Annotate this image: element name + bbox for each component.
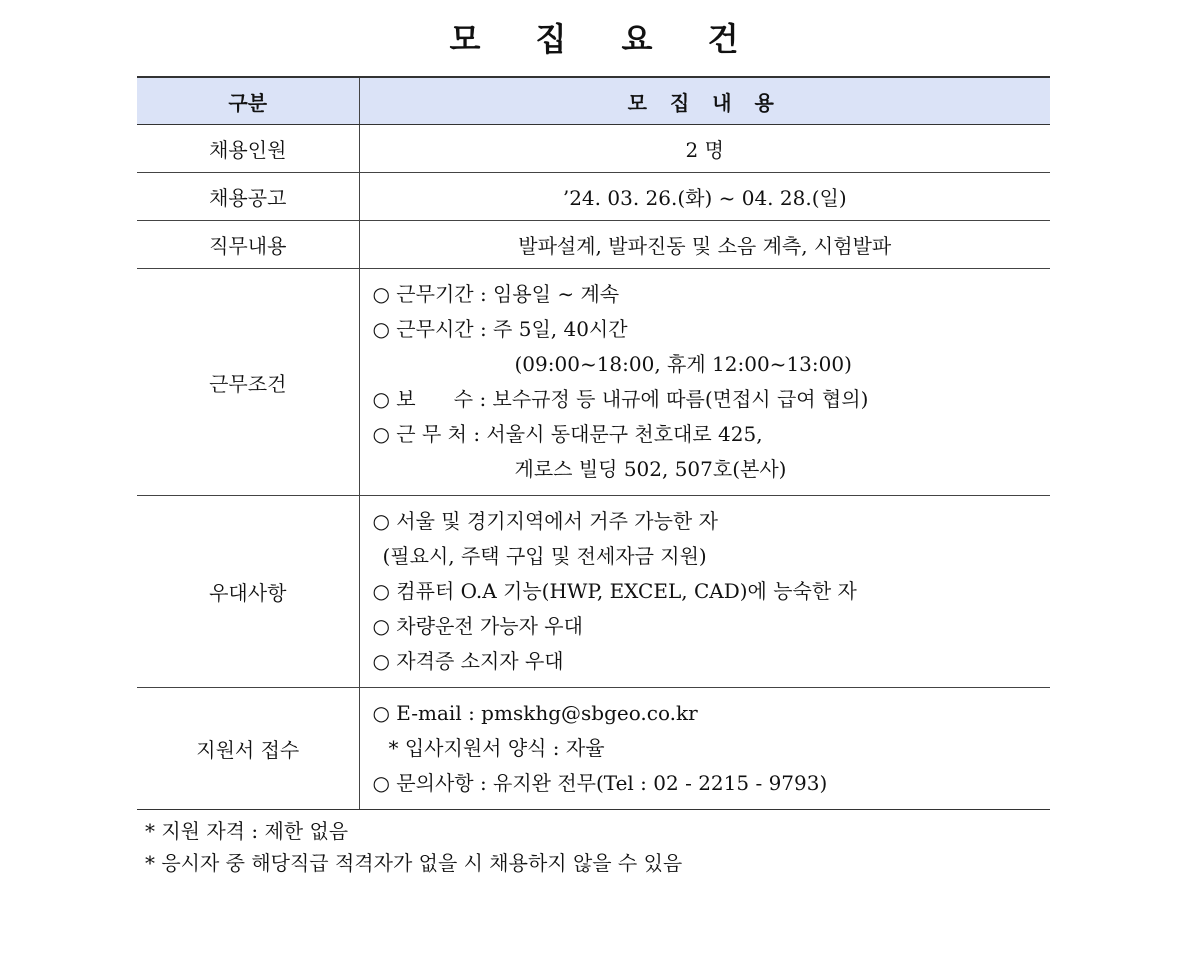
footnote: * 지원 자격 : 제한 없음 [145,819,349,843]
footnotes [145,815,682,879]
row-value-duties: 발파설계, 발파진동 및 소음 계측, 시험발파 [359,221,1050,269]
row-label-preferences: 우대사항 [137,496,359,688]
header-content: 모 집 내 용 [359,77,1050,125]
table-row [137,269,1050,496]
preference-line: (필요시, 주택 구입 및 전세자금 지원) [382,544,707,568]
condition-line: 게로스 빌딩 502, 507호(본사) [514,457,787,481]
preference-line: ○ 서울 및 경기지역에서 거주 가능한 자 [372,509,718,533]
row-label-application: 지원서 접수 [137,688,359,810]
preference-line: ○ 컴퓨터 O.A 기능(HWP, EXCEL, CAD)에 능숙한 자 [372,579,857,603]
table-row [137,173,1050,221]
row-label-posting: 채용공고 [137,173,359,221]
row-label-headcount: 채용인원 [137,125,359,173]
table-row [137,221,1050,269]
row-value-posting: ’24. 03. 26.(화) ~ 04. 28.(일) [359,173,1050,221]
application-line: ○ E-mail : pmskhg@sbgeo.co.kr [372,701,698,725]
condition-line: ○ 근무기간 : 임용일 ∼ 계속 [372,282,620,306]
table-row [137,496,1050,688]
row-label-duties: 직무내용 [137,221,359,269]
row-label-conditions: 근무조건 [137,269,359,496]
application-line: ○ 문의사항 : 유지완 전무(Tel : 02 - 2215 - 9793) [372,771,828,795]
table-header-row [137,77,1050,125]
condition-line: ○ 보 수 : 보수규정 등 내규에 따름(면접시 급여 협의) [372,387,869,411]
row-value-conditions [359,269,1050,496]
condition-line: ○ 근 무 처 : 서울시 동대문구 천호대로 425, [372,422,763,446]
footnote: * 응시자 중 해당직급 적격자가 없을 시 채용하지 않을 수 있음 [145,851,683,875]
table-row [137,125,1050,173]
recruitment-table [137,76,1050,810]
header-category: 구분 [137,77,359,125]
row-value-preferences [359,496,1050,688]
table-row [137,688,1050,810]
page-title: 모 집 요 건 [449,20,761,58]
preference-line: ○ 차량운전 가능자 우대 [372,614,583,638]
preference-line: ○ 자격증 소지자 우대 [372,649,564,673]
row-value-headcount: 2 명 [359,125,1050,173]
condition-line: (09:00~18:00, 휴게 12:00~13:00) [514,352,852,376]
condition-line: ○ 근무시간 : 주 5일, 40시간 [372,317,628,341]
application-line: * 입사지원서 양식 : 자율 [388,736,605,760]
row-value-application [359,688,1050,810]
